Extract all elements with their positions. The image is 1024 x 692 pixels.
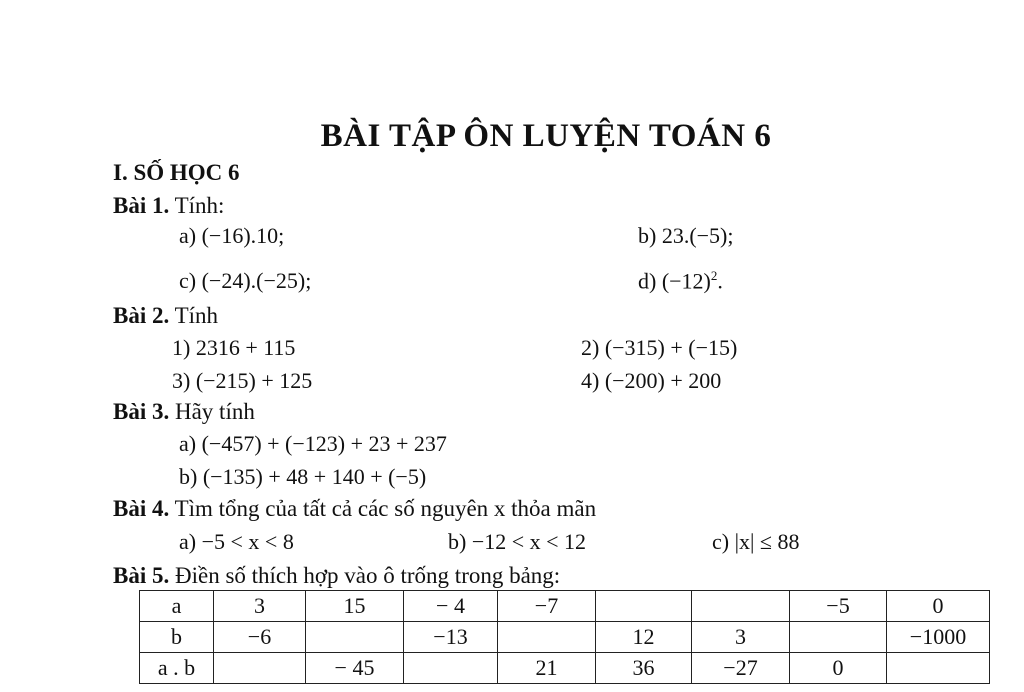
table-cell: 36 bbox=[596, 653, 692, 684]
exercise-4-item-c: c) |x| ≤ 88 bbox=[712, 529, 800, 554]
page-title: BÀI TẬP ÔN LUYỆN TOÁN 6 bbox=[320, 118, 772, 154]
table-row-row-b bbox=[140, 622, 990, 653]
table-cell: −1000 bbox=[887, 622, 990, 653]
exercise-2-item-2: 2) (−315) + (−15) bbox=[581, 335, 738, 360]
table-row-row-product bbox=[140, 653, 990, 684]
table-cell: 21 bbox=[498, 653, 596, 684]
exercise-1-text: Tính: bbox=[174, 193, 225, 218]
exercise-3-item-a: a) (−457) + (−123) + 23 + 237 bbox=[179, 431, 447, 456]
exercise-1-item-d-end: . bbox=[717, 268, 723, 294]
exercise-1-item-a: a) (−16).10; bbox=[179, 223, 285, 248]
table-row-row-a bbox=[140, 591, 990, 622]
exercise-1-item-d-base: d) (−12) bbox=[638, 268, 711, 294]
exercise-1-item-c: c) (−24).(−25); bbox=[179, 268, 312, 293]
table-cell bbox=[692, 591, 790, 622]
table-cell bbox=[596, 591, 692, 622]
exercise-1-heading bbox=[113, 193, 224, 219]
table-cell: −13 bbox=[404, 622, 498, 653]
table-cell bbox=[790, 622, 887, 653]
table-cell: 12 bbox=[596, 622, 692, 653]
table-row-header: a . b bbox=[140, 653, 214, 684]
exercise-1-item-b: b) 23.(−5); bbox=[638, 223, 734, 248]
exercise-4-heading bbox=[113, 496, 596, 522]
table-cell: −6 bbox=[214, 622, 306, 653]
section-heading: I. SỐ HỌC 6 bbox=[113, 160, 240, 185]
table-cell: 15 bbox=[306, 591, 404, 622]
table-row-header: b bbox=[140, 622, 214, 653]
table-cell bbox=[887, 653, 990, 684]
exercise-3-label: Bài 3. bbox=[113, 399, 170, 424]
table-cell: 3 bbox=[214, 591, 306, 622]
table-cell: 3 bbox=[692, 622, 790, 653]
table-cell: −27 bbox=[692, 653, 790, 684]
exercise-4-text: Tìm tổng của tất cả các số nguyên x thỏa mãn bbox=[174, 496, 597, 521]
exercise-2-item-4: 4) (−200) + 200 bbox=[581, 368, 722, 393]
exercise-3-heading bbox=[113, 399, 255, 425]
exercise-2-item-1: 1) 2316 + 115 bbox=[172, 335, 296, 360]
exercise-1-label: Bài 1. bbox=[113, 193, 170, 218]
table-cell bbox=[498, 622, 596, 653]
exercise-2-text: Tính bbox=[174, 303, 219, 328]
exercise-3-text: Hãy tính bbox=[174, 399, 255, 424]
exercise-5-text: Điền số thích hợp vào ô trống trong bảng: bbox=[174, 563, 561, 588]
exercise-3-item-b: b) (−135) + 48 + 140 + (−5) bbox=[179, 464, 427, 489]
exercise-2-item-3: 3) (−215) + 125 bbox=[172, 368, 313, 393]
table-cell bbox=[214, 653, 306, 684]
exercise-5-heading bbox=[113, 563, 560, 589]
table-cell: −7 bbox=[498, 591, 596, 622]
exercise-4-item-b: b) −12 < x < 12 bbox=[448, 529, 587, 554]
exercise-1-item-d-exponent: 2 bbox=[710, 268, 718, 283]
exercise-4-item-a: a) −5 < x < 8 bbox=[179, 529, 294, 554]
exercise-4-label: Bài 4. bbox=[113, 496, 170, 521]
fill-in-table bbox=[139, 590, 990, 684]
table-cell bbox=[306, 622, 404, 653]
table-cell: 0 bbox=[887, 591, 990, 622]
table-cell: 0 bbox=[790, 653, 887, 684]
table-cell bbox=[404, 653, 498, 684]
table-cell: −5 bbox=[790, 591, 887, 622]
table-cell: − 45 bbox=[306, 653, 404, 684]
table-row-header: a bbox=[140, 591, 214, 622]
exercise-2-heading bbox=[113, 303, 218, 329]
table-cell: − 4 bbox=[404, 591, 498, 622]
exercise-1-item-d bbox=[638, 268, 723, 294]
exercise-5-label: Bài 5. bbox=[113, 563, 170, 588]
exercise-2-label: Bài 2. bbox=[113, 303, 170, 328]
